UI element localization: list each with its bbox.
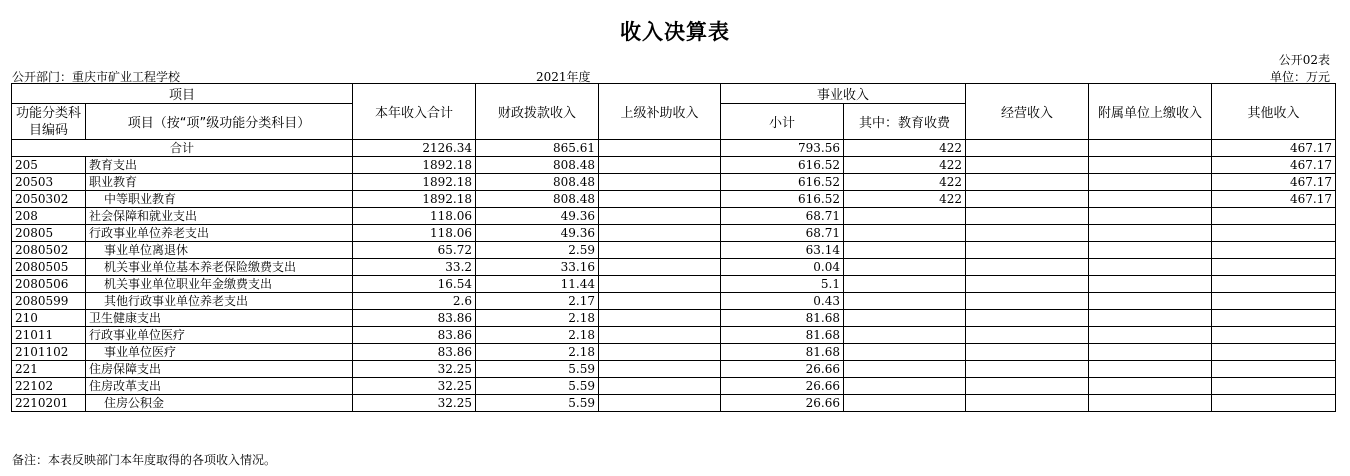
row-other (1212, 361, 1336, 378)
row-edu (844, 361, 966, 378)
row-edu (844, 225, 966, 242)
table-row (12, 174, 1336, 191)
row-code: 2050302 (12, 191, 86, 208)
row-name: 住房保障支出 (86, 361, 353, 378)
row-other (1212, 327, 1336, 344)
row-name: 住房改革支出 (86, 378, 353, 395)
row-operating (966, 259, 1089, 276)
header-edu: 其中：教育收费 (844, 104, 966, 140)
row-other: 467.17 (1212, 174, 1336, 191)
row-affiliated (1089, 225, 1212, 242)
row-affiliated (1089, 259, 1212, 276)
row-fiscal: 11.44 (476, 276, 599, 293)
row-name: 职业教育 (86, 174, 353, 191)
row-other (1212, 293, 1336, 310)
total-edu: 422 (844, 140, 966, 157)
row-other (1212, 225, 1336, 242)
row-affiliated (1089, 361, 1212, 378)
row-edu (844, 276, 966, 293)
row-edu (844, 293, 966, 310)
table-row (12, 242, 1336, 259)
row-code: 20503 (12, 174, 86, 191)
row-other (1212, 378, 1336, 395)
row-operating (966, 293, 1089, 310)
row-affiliated (1089, 276, 1212, 293)
row-operating (966, 361, 1089, 378)
row-code: 208 (12, 208, 86, 225)
row-fiscal: 49.36 (476, 208, 599, 225)
row-total: 83.86 (353, 344, 476, 361)
row-name: 社会保障和就业支出 (86, 208, 353, 225)
row-code: 22102 (12, 378, 86, 395)
row-total: 1892.18 (353, 174, 476, 191)
total-superior (599, 140, 721, 157)
row-fiscal: 2.17 (476, 293, 599, 310)
table-row (12, 327, 1336, 344)
row-other (1212, 208, 1336, 225)
row-affiliated (1089, 395, 1212, 412)
row-edu (844, 378, 966, 395)
row-affiliated (1089, 242, 1212, 259)
row-subtotal: 616.52 (721, 174, 844, 191)
row-affiliated (1089, 327, 1212, 344)
row-operating (966, 157, 1089, 174)
row-affiliated (1089, 157, 1212, 174)
row-other (1212, 344, 1336, 361)
row-fiscal: 49.36 (476, 225, 599, 242)
row-total: 118.06 (353, 225, 476, 242)
row-subtotal: 5.1 (721, 276, 844, 293)
row-code: 21011 (12, 327, 86, 344)
row-code: 2080502 (12, 242, 86, 259)
row-superior (599, 310, 721, 327)
footnote: 备注：本表反映部门本年度取得的各项收入情况。 (12, 453, 277, 467)
row-fiscal: 808.48 (476, 174, 599, 191)
row-code: 2080599 (12, 293, 86, 310)
row-fiscal: 2.18 (476, 344, 599, 361)
row-edu (844, 259, 966, 276)
header-operating: 经营收入 (966, 84, 1089, 140)
row-name: 行政事业单位医疗 (86, 327, 353, 344)
row-name: 卫生健康支出 (86, 310, 353, 327)
row-name: 住房公积金 (86, 395, 353, 412)
total-subtotal: 793.56 (721, 140, 844, 157)
table-row (12, 361, 1336, 378)
row-code: 2210201 (12, 395, 86, 412)
row-name: 行政事业单位养老支出 (86, 225, 353, 242)
row-affiliated (1089, 310, 1212, 327)
row-subtotal: 81.68 (721, 310, 844, 327)
row-operating (966, 225, 1089, 242)
form-number: 公开02表 (1278, 53, 1330, 67)
row-subtotal: 0.43 (721, 293, 844, 310)
row-name: 其他行政事业单位养老支出 (86, 293, 353, 310)
department-label: 公开部门：重庆市矿业工程学校 (12, 70, 181, 84)
row-code: 210 (12, 310, 86, 327)
row-total: 1892.18 (353, 157, 476, 174)
page-title: 收入决算表 (620, 20, 730, 44)
row-edu: 422 (844, 157, 966, 174)
header-fiscal: 财政拨款收入 (476, 84, 599, 140)
row-edu (844, 344, 966, 361)
header-superior: 上级补助收入 (599, 84, 721, 140)
row-name: 教育支出 (86, 157, 353, 174)
row-edu: 422 (844, 174, 966, 191)
row-edu (844, 242, 966, 259)
row-fiscal: 2.18 (476, 327, 599, 344)
row-fiscal: 808.48 (476, 191, 599, 208)
row-superior (599, 259, 721, 276)
year-label: 2021年度 (536, 70, 591, 84)
table-row (12, 191, 1336, 208)
row-code: 205 (12, 157, 86, 174)
table-row (12, 208, 1336, 225)
total-other: 467.17 (1212, 140, 1336, 157)
row-total: 83.86 (353, 327, 476, 344)
row-superior (599, 174, 721, 191)
total-row (12, 140, 1336, 157)
table-row (12, 344, 1336, 361)
row-fiscal: 5.59 (476, 395, 599, 412)
row-name: 中等职业教育 (86, 191, 353, 208)
row-total: 16.54 (353, 276, 476, 293)
row-edu (844, 208, 966, 225)
row-superior (599, 293, 721, 310)
row-edu (844, 310, 966, 327)
row-operating (966, 378, 1089, 395)
row-operating (966, 174, 1089, 191)
header-subtotal: 小计 (721, 104, 844, 140)
table-row (12, 293, 1336, 310)
row-superior (599, 208, 721, 225)
row-fiscal: 2.18 (476, 310, 599, 327)
total-affiliated (1089, 140, 1212, 157)
row-affiliated (1089, 208, 1212, 225)
row-total: 2.6 (353, 293, 476, 310)
total-operating (966, 140, 1089, 157)
row-total: 32.25 (353, 378, 476, 395)
row-superior (599, 361, 721, 378)
row-code: 2101102 (12, 344, 86, 361)
row-superior (599, 327, 721, 344)
row-operating (966, 344, 1089, 361)
row-subtotal: 81.68 (721, 344, 844, 361)
row-subtotal: 26.66 (721, 378, 844, 395)
row-fiscal: 5.59 (476, 361, 599, 378)
row-fiscal: 33.16 (476, 259, 599, 276)
row-other: 467.17 (1212, 157, 1336, 174)
row-total: 65.72 (353, 242, 476, 259)
unit-label: 单位：万元 (1269, 70, 1330, 84)
row-other (1212, 395, 1336, 412)
row-subtotal: 616.52 (721, 191, 844, 208)
row-subtotal: 68.71 (721, 208, 844, 225)
row-other (1212, 242, 1336, 259)
row-total: 33.2 (353, 259, 476, 276)
row-name: 事业单位医疗 (86, 344, 353, 361)
row-affiliated (1089, 174, 1212, 191)
header-code: 功能分类科目编码 (12, 104, 86, 140)
table-row (12, 225, 1336, 242)
row-affiliated (1089, 293, 1212, 310)
row-subtotal: 63.14 (721, 242, 844, 259)
row-superior (599, 395, 721, 412)
row-subtotal: 26.66 (721, 395, 844, 412)
table-row (12, 276, 1336, 293)
total-total: 2126.34 (353, 140, 476, 157)
header-total: 本年收入合计 (353, 84, 476, 140)
row-other (1212, 310, 1336, 327)
row-subtotal: 616.52 (721, 157, 844, 174)
row-affiliated (1089, 191, 1212, 208)
row-superior (599, 225, 721, 242)
row-superior (599, 157, 721, 174)
row-subtotal: 0.04 (721, 259, 844, 276)
header-name: 项目（按“项”级功能分类科目） (86, 104, 353, 140)
row-total: 32.25 (353, 395, 476, 412)
row-superior (599, 378, 721, 395)
header-business-group: 事业收入 (721, 84, 966, 104)
row-edu (844, 327, 966, 344)
row-edu: 422 (844, 191, 966, 208)
row-operating (966, 191, 1089, 208)
row-total: 118.06 (353, 208, 476, 225)
row-other (1212, 259, 1336, 276)
row-total: 1892.18 (353, 191, 476, 208)
row-other: 467.17 (1212, 191, 1336, 208)
row-operating (966, 395, 1089, 412)
row-code: 2080506 (12, 276, 86, 293)
table-row (12, 259, 1336, 276)
row-edu (844, 395, 966, 412)
row-name: 机关事业单位基本养老保险缴费支出 (86, 259, 353, 276)
row-fiscal: 2.59 (476, 242, 599, 259)
row-superior (599, 191, 721, 208)
row-total: 32.25 (353, 361, 476, 378)
table-row (12, 310, 1336, 327)
row-code: 2080505 (12, 259, 86, 276)
header-affiliated: 附属单位上缴收入 (1089, 84, 1212, 140)
row-fiscal: 5.59 (476, 378, 599, 395)
row-affiliated (1089, 378, 1212, 395)
table-row (12, 395, 1336, 412)
row-code: 20805 (12, 225, 86, 242)
row-operating (966, 208, 1089, 225)
row-code: 221 (12, 361, 86, 378)
row-other (1212, 276, 1336, 293)
total-fiscal: 865.61 (476, 140, 599, 157)
row-name: 事业单位离退休 (86, 242, 353, 259)
header-other: 其他收入 (1212, 84, 1336, 140)
income-table (11, 83, 1336, 412)
row-total: 83.86 (353, 310, 476, 327)
row-subtotal: 68.71 (721, 225, 844, 242)
row-operating (966, 327, 1089, 344)
row-operating (966, 242, 1089, 259)
row-name: 机关事业单位职业年金缴费支出 (86, 276, 353, 293)
row-superior (599, 242, 721, 259)
header-item-group: 项目 (12, 84, 353, 104)
table-row (12, 378, 1336, 395)
row-subtotal: 26.66 (721, 361, 844, 378)
row-affiliated (1089, 344, 1212, 361)
row-superior (599, 344, 721, 361)
row-operating (966, 276, 1089, 293)
row-operating (966, 310, 1089, 327)
row-fiscal: 808.48 (476, 157, 599, 174)
total-label: 合计 (12, 140, 353, 157)
row-subtotal: 81.68 (721, 327, 844, 344)
table-row (12, 157, 1336, 174)
row-superior (599, 276, 721, 293)
